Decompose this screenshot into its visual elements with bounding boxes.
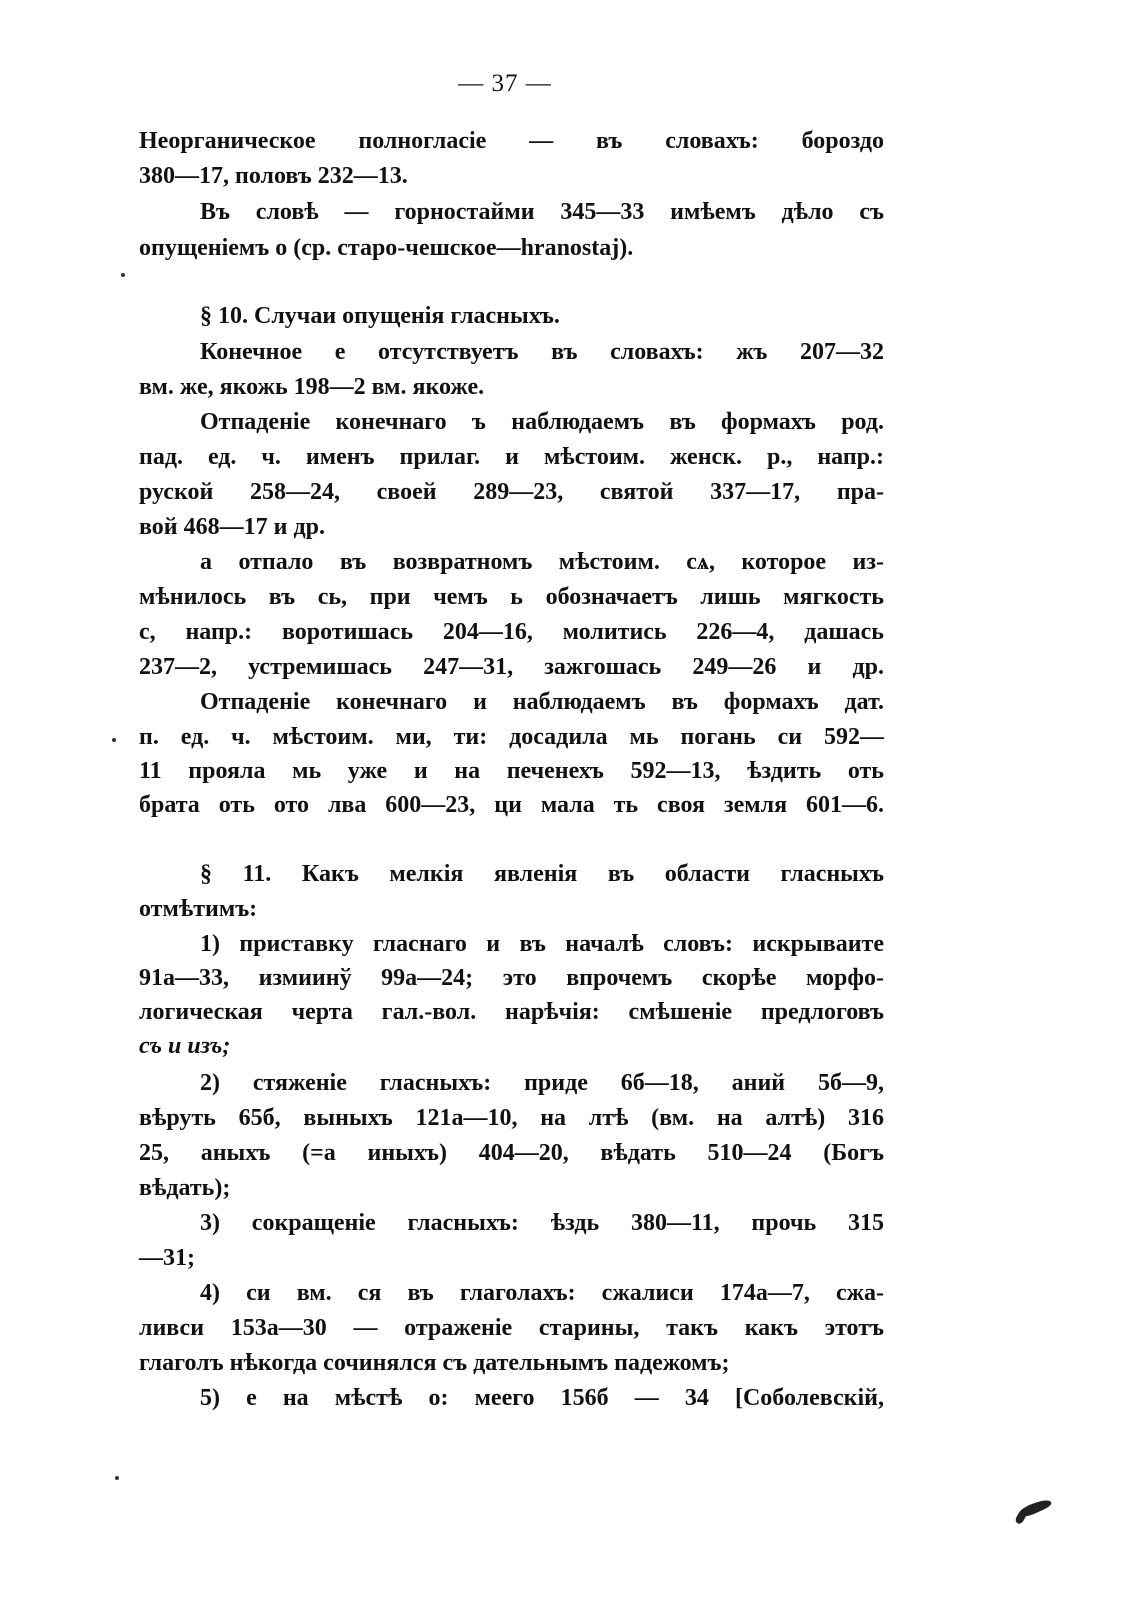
text-line: 4) си вм. ся въ глаголахъ: сжалиси 174а—7, сжа- <box>200 1280 884 1306</box>
text-line: 1) приставку гласнаго и въ началѣ словъ: искрываите <box>200 931 884 957</box>
text-line: Отпаденіе конечнаго ъ наблюдаемъ въ формахъ род. <box>200 409 884 435</box>
scan-speck <box>121 273 125 277</box>
text-line: руской 258—24, своей 289—23, святой 337—17, пра- <box>139 479 884 505</box>
text-line: вѣруть 65б, выныхъ 121а—10, на лтѣ (вм. на алтѣ) 316 <box>139 1105 884 1131</box>
text-line: ливси 153а—30 — отраженіе старины, такъ какъ этотъ <box>139 1315 884 1341</box>
text-line: глаголъ нѣкогда сочинялся съ дательнымъ падежомъ; <box>139 1350 730 1376</box>
text-line: опущеніемъ о (ср. старо-чешское—hranostaj). <box>139 235 634 261</box>
text-line: 11 прояла мь уже и на печенехъ 592—13, ѣздить оть <box>139 758 884 784</box>
text-line: брата оть ото лва 600—23, ци мала ть своя земля 601—6. <box>139 792 884 818</box>
text-line: пад. ед. ч. именъ прилаг. и мѣстоим. женск. р., напр.: <box>139 444 884 470</box>
text-line: вм. же, якожь 198—2 вм. якоже. <box>139 374 485 400</box>
text-line: отмѣтимъ: <box>139 896 258 922</box>
page-number: — 37 — <box>458 70 552 97</box>
text-line: 91а—33, измиинў 99а—24; это впрочемъ скорѣе морфо- <box>139 965 884 991</box>
text-line: а отпало въ возвратномъ мѣстоим. сѧ, которое из- <box>200 549 884 575</box>
text-line: п. ед. ч. мѣстоим. ми, ти: досадила мь погань си 592— <box>139 724 884 750</box>
scan-speck <box>115 1476 119 1480</box>
text-line: 5) е на мѣстѣ о: меего 156б — 34 [Соболевскій, <box>200 1385 884 1411</box>
text-line: 25, аныхъ (=а иныхъ) 404—20, вѣдать 510—24 (Богъ <box>139 1140 884 1166</box>
text-line: вѣдать); <box>139 1175 231 1201</box>
section-heading: § 11. Какъ мелкія явленія въ области гласныхъ <box>200 861 884 887</box>
scan-speck <box>112 738 116 742</box>
text-line: Неорганическое полногласіе — въ словахъ: бороздо <box>139 128 884 154</box>
text-line: мѣнилось въ сь, при чемъ ь обозначаетъ лишь мягкость <box>139 584 884 610</box>
text-line: вой 468—17 и др. <box>139 514 325 540</box>
text-line: 2) стяженіе гласныхъ: приде 6б—18, аний 5б—9, <box>200 1070 884 1096</box>
text-line: 380—17, половъ 232—13. <box>139 163 408 189</box>
text-line: 3) сокращеніе гласныхъ: ѣздь 380—11, прочь 315 <box>200 1210 884 1236</box>
text-line: Конечное е отсутствуетъ въ словахъ: жъ 207—32 <box>200 339 884 365</box>
section-heading: § 10. Случаи опущенія гласныхъ. <box>200 303 560 329</box>
text-line: логическая черта гал.-вол. нарѣчія: смѣшеніе предлоговъ <box>139 999 884 1025</box>
text-line: Въ словѣ — горностайми 345—33 имѣемъ дѣло съ <box>200 199 884 225</box>
text-line: —31; <box>139 1245 195 1271</box>
text-line: Отпаденіе конечнаго и наблюдаемъ въ формахъ дат. <box>200 689 884 715</box>
ink-smudge <box>1014 1509 1028 1525</box>
text-line: съ и изъ; <box>139 1033 231 1059</box>
text-line: с, напр.: воротишась 204—16, молитись 226—4, дашась <box>139 619 884 645</box>
text-line: 237—2, устремишась 247—31, зажгошась 249—26 и др. <box>139 654 884 680</box>
